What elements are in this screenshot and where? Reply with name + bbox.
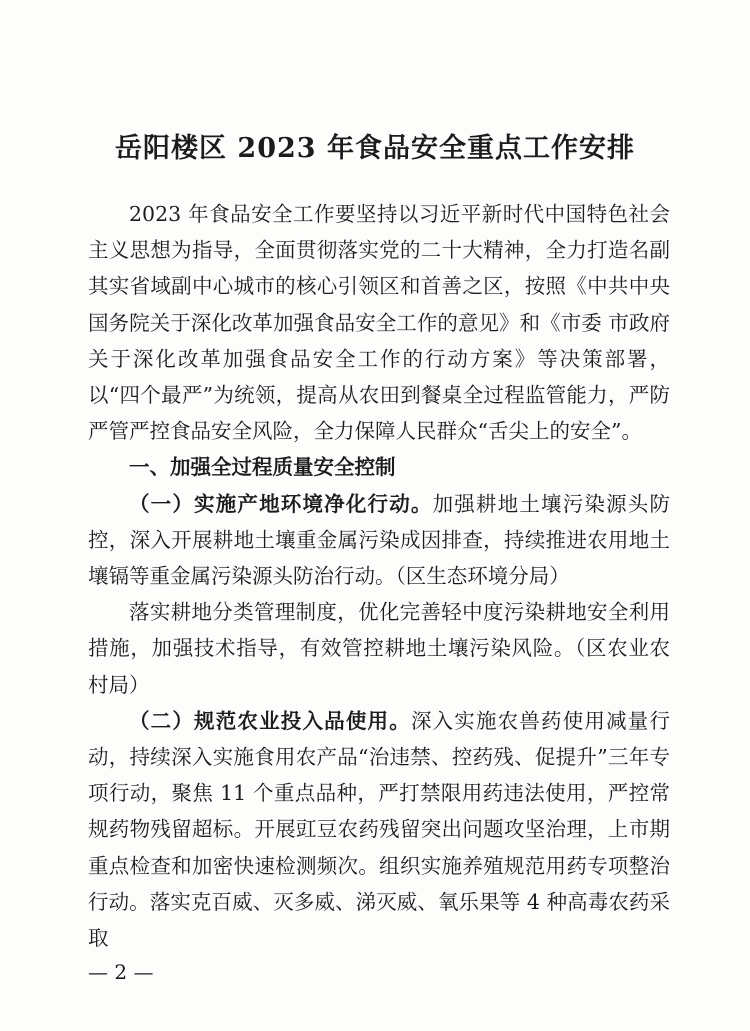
item-1-paragraph [88, 486, 670, 595]
intro-paragraph: 2023 年食品安全工作要坚持以习近平新时代中国特色社会主义思想为指导，全面贯彻落实党的二十大精神，全力打造名副其实省域副中心城市的核心引领区和首善之区，按照《中共中央国务院关于深化改革加强食品安全工作的意见》和《市委 市政府关于深化改革加强食品安全工作的行动方案》等决策部署，以“四个最严”为统领，提高从农田到餐桌全过程监管能力，严防严管严控食品安全风险，全力保障人民群众“舌尖上的安全”。 [88, 202, 670, 444]
section-heading-1: 一、加强全过程质量安全控制 [129, 455, 396, 480]
item-2-text: 深入实施农兽药使用减量行动，持续深入实施食用农产品“治违禁、控药残、促提升”三年专项行动，聚焦 11 个重点品种，严打禁限用药违法使用，严控常规药物残留超标。开展豇豆农药残留突出问题攻坚治理，上市期重点检查和加密快速检测频次。组织实施养殖规范用药专项整治行动。落实克百威、灭多威、涕灭威、氧乐果等 4 种高毒农药采取 [88, 708, 670, 951]
item-2-title: （二）规范农业投入品使用。 [129, 708, 411, 733]
item-2-paragraph [88, 703, 670, 956]
item-1-text: 加强耕地土壤污染源头防控，深入开展耕地土壤重金属污染成因排查，持续推进农用地土壤镉等重金属污染源头防治行动。（区生态环境分局） [88, 491, 670, 589]
document-body [88, 196, 670, 956]
page-number: — 2 — [88, 960, 154, 984]
item-1-title: （一）实施产地环境净化行动。 [129, 491, 433, 516]
document-title: 岳阳楼区 2023 年食品安全重点工作安排 [115, 133, 635, 164]
item-1-paragraph-2: 落实耕地分类管理制度，优化完善轻中度污染耕地安全利用措施，加强技术指导，有效管控耕地土壤污染风险。（区农业农村局） [88, 600, 670, 697]
